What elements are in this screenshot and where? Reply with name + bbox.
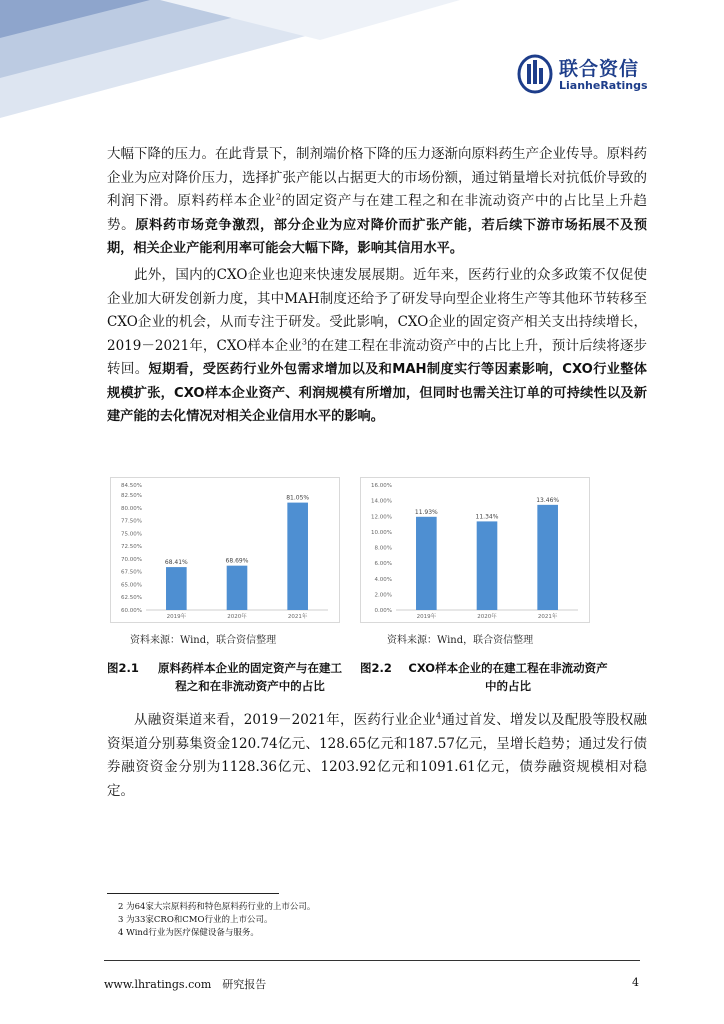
figure-2-source: 资料来源：Wind，联合资信整理 xyxy=(387,635,534,646)
x-tick-label: 2021年 xyxy=(287,614,308,620)
logo-english-name: LianheRatings xyxy=(559,79,648,92)
y-tick-label: 60.00% xyxy=(121,608,142,614)
footnote-4: 4 Wind行业为医疗保健设备与服务。 xyxy=(118,928,259,938)
bar xyxy=(416,517,437,610)
bar xyxy=(166,567,187,610)
y-tick-label: 82.50% xyxy=(121,493,142,500)
x-tick-label: 2021年 xyxy=(537,614,558,620)
footer-website: www.lhratings.com 研究报告 xyxy=(104,978,267,991)
bar-data-label: 81.05% xyxy=(286,494,310,502)
bar xyxy=(477,521,498,610)
y-tick-label: 4.00% xyxy=(374,576,392,583)
paragraph-cxo xyxy=(107,264,647,429)
y-tick-label: 72.50% xyxy=(121,544,142,551)
page-number: 4 xyxy=(632,976,639,989)
footnote-ref-4: 4 xyxy=(436,711,442,721)
chart-raw-materials-svg xyxy=(110,477,340,623)
y-tick-label: 8.00% xyxy=(374,545,392,552)
paragraph-financing xyxy=(107,709,647,803)
bar-data-label: 13.46% xyxy=(536,496,560,504)
figure-2-caption-line1: CXO样本企业的在建工程在非流动资产 xyxy=(408,661,608,675)
bar-data-label: 11.93% xyxy=(414,508,438,516)
p1-bold-conclusion: 原料药市场竞争激烈，部分企业为应对降价而扩张产能，若后续下游市场拓展不及预期，相关企业产能利用率可能会大幅下降，影响其信用水平。 xyxy=(107,217,648,256)
chart-raw-materials xyxy=(110,477,340,623)
y-tick-label: 75.00% xyxy=(121,531,142,538)
chart-cxo xyxy=(360,477,590,623)
y-tick-label: 10.00% xyxy=(371,529,392,536)
footer-divider xyxy=(104,960,640,961)
footnote-2: 2 为64家大宗原料药和特色原料药行业的上市公司。 xyxy=(118,902,316,912)
p2-bold-conclusion: 短期看，受医药行业外包需求增加以及和MAH制度实行等因素影响，CXO行业整体规模扩张，CXO样本企业资产、利润规模有所增加，但同时也需关注订单的可持续性以及新建产能的去化情况对相关企业信用水平的影响。 xyxy=(107,362,647,424)
figure-2-caption-line2: 中的占比 xyxy=(485,679,531,693)
y-tick-label: 70.00% xyxy=(121,556,142,563)
x-tick-label: 2020年 xyxy=(477,614,497,620)
bar-data-label: 11.34% xyxy=(475,513,499,521)
bar xyxy=(227,566,248,610)
bar xyxy=(287,503,308,610)
lianhe-logo xyxy=(517,52,667,98)
figure-2-number: 图2.2 xyxy=(360,661,392,675)
x-tick-label: 2019年 xyxy=(416,614,437,620)
footnote-ref-2: 2 xyxy=(275,192,282,202)
logo-chinese-name: 联合资信 xyxy=(559,58,640,80)
y-tick-label: 62.50% xyxy=(121,595,142,602)
p3-text-1: 从融资渠道来看，2019－2021年，医药行业企业 xyxy=(134,712,437,728)
p2-text-2: 的在建工程在非流动资产中的占比上升，预计后续将逐步转回。 xyxy=(107,337,648,377)
footnote-3: 3 为33家CRO和CMO行业的上市公司。 xyxy=(118,915,273,925)
x-tick-label: 2020年 xyxy=(227,614,247,620)
y-tick-label: 2.00% xyxy=(374,592,392,599)
p1-text-1: 大幅下降的压力。在此背景下，制剂端价格下降的压力逐渐向原料药生产企业传导。原料药企业为应对降价压力，选择扩张产能以占据更大的市场份额，通过销量增长对抗低价导致的利润下滑。原料药样本企业 xyxy=(107,146,647,209)
y-tick-label: 65.00% xyxy=(121,582,142,589)
x-tick-label: 2019年 xyxy=(166,614,187,620)
y-tick-label: 77.50% xyxy=(121,518,142,525)
lianhe-logo-icon xyxy=(517,54,553,94)
chart-cxo-svg xyxy=(360,477,590,623)
y-tick-label: 16.00% xyxy=(371,483,392,489)
y-tick-label: 12.00% xyxy=(371,514,392,521)
figure-1-number: 图2.1 xyxy=(107,661,139,675)
footnote-ref-3: 3 xyxy=(301,337,307,346)
figure-1-caption-line2: 程之和在非流动资产中的占比 xyxy=(175,679,325,693)
y-tick-label: 80.00% xyxy=(121,505,142,512)
figure-1-caption-line1: 原料药样本企业的固定资产与在建工 xyxy=(158,661,342,675)
figure-1-source: 资料来源：Wind，联合资信整理 xyxy=(130,635,277,646)
y-tick-label: 6.00% xyxy=(374,561,392,568)
y-tick-label: 0.00% xyxy=(374,608,392,614)
p2-text-1: 此外，国内的CXO企业也迎来快速发展展期。近年来，医药行业的众多政策不仅促使企业加大研发创新力度，其中MAH制度还给予了研发导向型企业将生产等其他环节转移至CXO企业的机会，从而专注于研发。受此影响，CXO企业的固定资产相关支出持续增长，2019－2021年，CXO样本企业 xyxy=(107,267,647,354)
p1-text-2: 的固定资产与在建工程之和在非流动资产中的占比呈上升趋势。 xyxy=(107,193,648,233)
y-tick-label: 14.00% xyxy=(371,498,392,505)
p3-text-2: 通过首发、增发以及配股等股权融资渠道分别募集资金120.74亿元、128.65亿元和187.57亿元，呈增长趋势；通过发行债券融资资金分别为1128.36亿元、1203.92亿元和1091.61亿元，债券融资规模相对稳定。 xyxy=(107,712,647,799)
bar-data-label: 68.69% xyxy=(225,557,249,565)
bar-data-label: 68.41% xyxy=(164,559,188,567)
bar xyxy=(537,505,558,610)
y-tick-label: 84.50% xyxy=(121,483,142,489)
paragraph-raw-materials xyxy=(107,143,647,261)
y-tick-label: 67.50% xyxy=(121,569,142,576)
footnote-divider xyxy=(107,893,279,894)
